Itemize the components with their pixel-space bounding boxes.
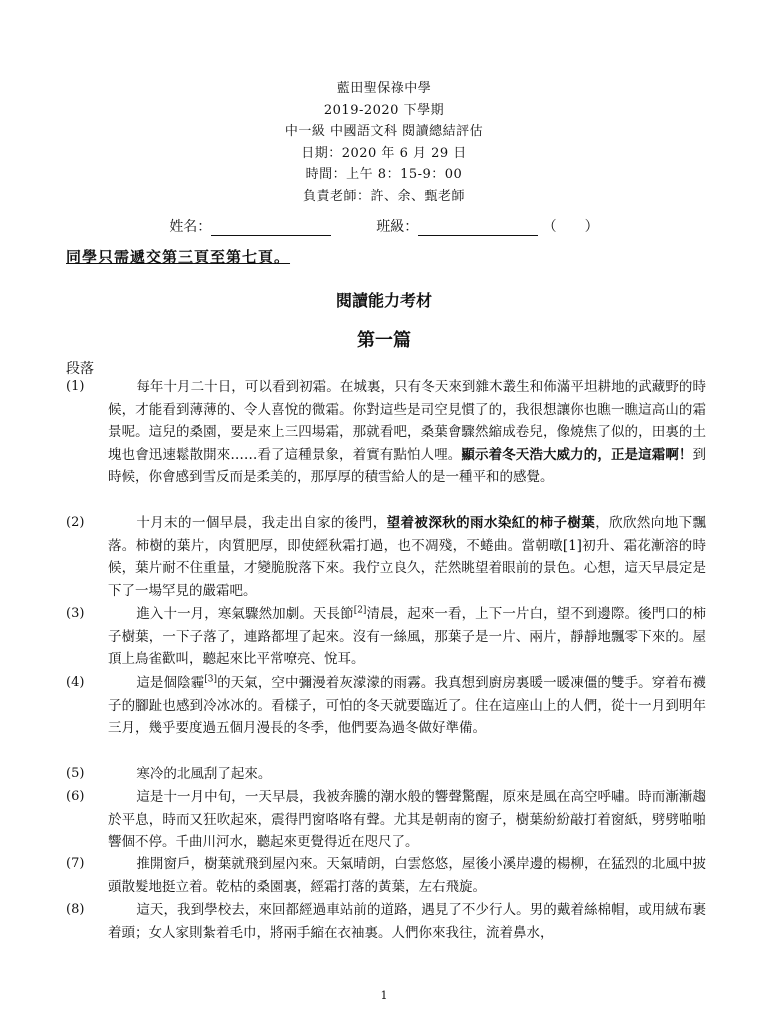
class-blank[interactable] — [418, 221, 538, 236]
exam-date: 日期：2020 年 6 月 29 日 — [301, 145, 467, 161]
paragraph-number: (4) — [66, 675, 85, 690]
paragraph-number: (5) — [66, 766, 85, 781]
name-label: 姓名： — [169, 219, 212, 235]
paragraph-text: 這天，我到學校去，來回都經過車站前的道路，遇見了不少行人。男的戴着絲棉帽，或用絨布裹着頭；女人家則紮着毛巾，將兩手縮在衣袖裏。人們你來我往，流着鼻水， — [108, 902, 706, 941]
paragraph-text: 進入十一月，寒氣驟然加劇。天長節[2]清晨，起來一看，上下一片白，望不到邊際。後門口的柿子樹葉，一下子落了，連路都埋了起來。沒有一絲風，那葉子是一片、兩片，靜靜地飄零下來的。屋頂上鳥雀歡叫，聽起來比平常嘹亮、悅耳。 — [108, 605, 707, 667]
paragraph-text: 寒冷的北風刮了起來。 — [136, 766, 272, 782]
paragraph-number: (3) — [66, 606, 85, 621]
school-term: 2019-2020 下學期 — [323, 102, 445, 118]
paragraph-text: 十月末的一個早晨，我走出自家的後門，望着被深秋的雨水染紅的柿子樹葉，欣欣然向地下飄落。柿樹的葉片，肉質肥厚，即使經秋霜打過，也不凋殘，不蜷曲。當朝暾[1]初升、霜花漸溶的時候，葉片耐不住重量，才變脆脫落下來。我佇立良久，茫然眺望着眼前的景色。心想，這天早晨定是下了一場罕見的嚴霜吧。 — [108, 515, 707, 599]
paragraph-text: 推開窗戶，樹葉就飛到屋內來。天氣晴朗，白雲悠悠，屋後小溪岸邊的楊柳，在猛烈的北風中披頭散髮地挺立着。乾枯的桑園裏，經霜打落的黃葉，左右飛旋。 — [108, 856, 706, 895]
paragraph-number: (7) — [66, 856, 85, 871]
page-number: 1 — [380, 989, 388, 1002]
material-title: 閱讀能力考材 — [335, 291, 432, 310]
section-label: 段落 — [66, 361, 94, 377]
paragraph-text: 每年十月二十日，可以看到初霜。在城裏，只有冬天來到雜木叢生和佈滿平坦耕地的武藏野的時候，才能看到薄薄的、令人喜悅的微霜。你對這些是司空見慣了的，我很想讓你也瞧一瞧這高山的霜景呢。這兒的桑園，要是來上三四場霜，那就看吧，桑葉會驟然縮成卷兒，像燒焦了似的，田裏的土塊也會迅速鬆散開來……看了這種景象，着實有點怕人哩。顯示着冬天浩大威力的，正是這霜啊！到時候，你會感到雪反而是柔美的，那厚厚的積雪給人的是一種平和的感覺。 — [108, 379, 707, 485]
paragraph-text: 這是十一月中旬，一天早晨，我被奔騰的潮水般的響聲驚醒，原來是風在高空呼嘯。時而漸漸趨於平息，時而又狂吹起來，震得門窗咯咯有聲。尤其是朝南的窗子，樹葉紛紛敲打着窗紙，劈劈啪啪響個不停。千曲川河水，聽起來更覺得近在咫尺了。 — [108, 789, 706, 850]
class-label: 班級： — [376, 219, 419, 235]
paragraph-number: (6) — [66, 789, 85, 804]
paragraph-number: (1) — [66, 379, 85, 394]
exam-time: 時間：上午 8：15-9：00 — [305, 167, 463, 182]
exam-header — [0, 78, 768, 207]
exam-subject: 中一級 中國語文科 閱讀總結評估 — [284, 124, 484, 139]
name-blank[interactable] — [211, 221, 331, 236]
part-title: 第一篇 — [357, 330, 411, 351]
exam-teachers: 負責老師：許、余、甄老師 — [302, 188, 465, 204]
footnote-marker: [3] — [204, 674, 218, 685]
footnote-marker: [2] — [353, 605, 367, 616]
submission-notice: 同學只需遞交第三頁至第七頁。 — [66, 248, 291, 266]
bold-phrase: 望着被深秋的雨水染紅的柿子樹葉 — [386, 515, 596, 531]
class-number-blank[interactable]: （ ） — [542, 219, 599, 235]
paragraph-number: (8) — [66, 902, 85, 917]
paragraph-number: (2) — [66, 515, 85, 530]
student-info-row — [0, 216, 768, 236]
bold-phrase: 顯示着冬天浩大威力的，正是這霜啊！ — [461, 446, 693, 463]
school-name: 藍田聖保祿中學 — [336, 81, 432, 96]
paragraph-text: 這是個陰霾[3]的天氣，空中彌漫着灰濛濛的雨霧。我真想到廚房裏暖一暖凍僵的雙手。穿着布襪子的腳趾也感到冷冰冰的。看樣子，可怕的冬天就要臨近了。住在這座山上的人們，從十一月到明年三月，幾乎要度過五個月漫長的冬季，他們要為過冬做好準備。 — [108, 674, 707, 736]
